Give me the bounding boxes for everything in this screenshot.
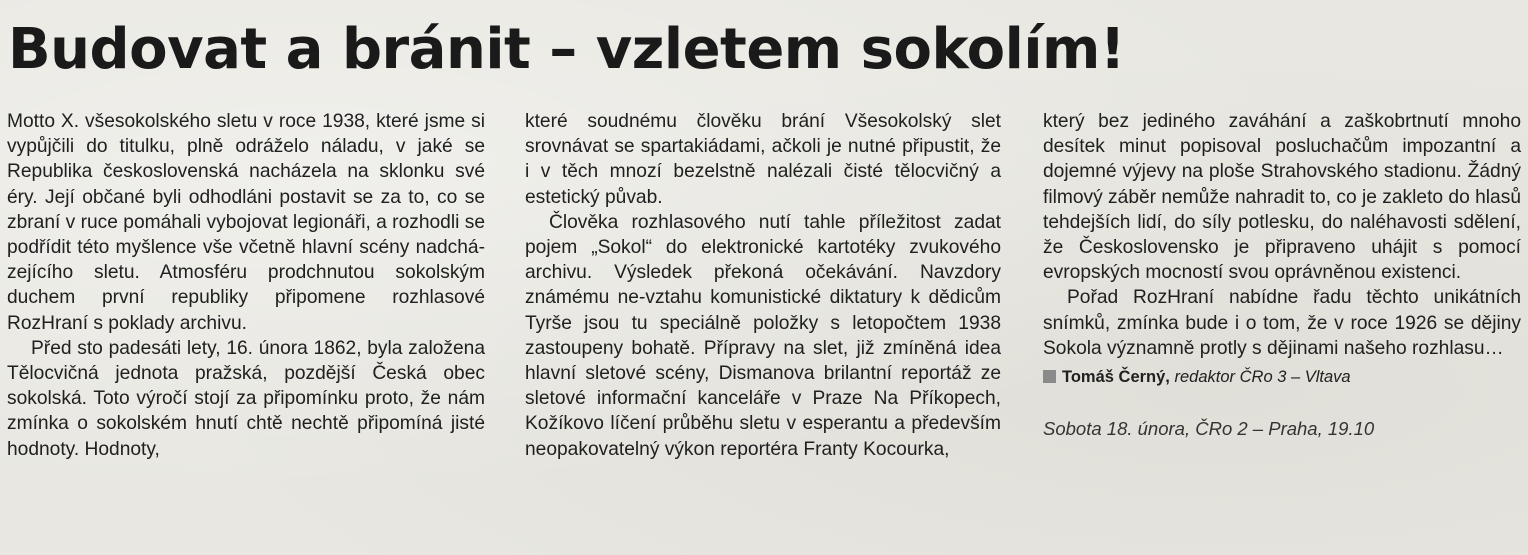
byline-author: Tomáš Černý,: [1062, 368, 1170, 387]
square-bullet-icon: [1043, 370, 1056, 383]
paragraph: Motto X. všesokolského sletu v roce 1938, které jsme si vypůjčili do titulku, plně odráželo náladu, v jaké se Republika československá nacházela na sklonku své éry. Její občané byli odhodláni postavit se za to, co se zbraní v ruce pomáhali vybojovat legionáři, a rozhodli se podřídit této myšlence vše včetně hlavní scény nadcházejícího sletu. Atmosféru prodchnutou sokolským duchem první republiky připomene rozhlasové RozHraní s poklady archivu.: [7, 111, 485, 334]
byline: [1043, 365, 1521, 389]
paragraph: Před sto padesáti lety, 16. února 1862, byla založena Tělocvičná jednota pražská, pozdější Česká obec sokolská. Toto výročí stojí za připomínku proto, že nám zmínka o sokolském hnutí chtě nechtě připomíná jisté hodnoty. Hodnoty,: [7, 337, 485, 460]
article-column-2: [525, 109, 1001, 462]
paragraph: který bez jediného zaváhání a zaškobrtnutí mnoho desítek minut popisoval posluchačům impozantní a dojemné výjevy na ploše Strahovského stadionu. Žádný filmový záběr nemůže nahradit to, co je zakleto do hlasů tehdejších lidí, do síly potlesku, do naléhavosti sdělení, že Československo je připraveno uhájit s pomocí evropských mocností svou oprávněnou existenci.: [1043, 111, 1521, 284]
paragraph: Člověka rozhlasového nutí tahle příležitost zadat pojem „Sokol“ do elektronické kartotéky zvukového archivu. Výsledek překoná očekávání. Navzdory známému ne-vztahu komunistické diktatury k dědicům Tyrše jsou tu speciálně položky s letopočtem 1938 zastoupeny bohatě. Přípravy na slet, již zmíněná idea hlavní sletové scény, Dismanova brilantní reportáž ze sletové informační kanceláře v Praze Na Příkopech, Kožíkovo líčení průběhu sletu v esperantu a především neopakovatelný výkon reportéra Franty Kocourka,: [525, 211, 1001, 460]
paragraph: Pořad RozHraní nabídne řadu těchto unikátních snímků, zmínka bude i o tom, že v roce 1926 se dějiny Sokola významně protly s dějinami našeho rozhlasu…: [1043, 287, 1521, 359]
paragraph: které soudnému člověku brání Všesokolský slet srovnávat se spartakiádami, ačkoli je nutné připustit, že i v těch mnozí bezelstně nalézali čisté tělocvičný a estetický půvab.: [525, 111, 1001, 208]
article-column-3: [1043, 109, 1521, 441]
article-headline: Budovat a bránit – vzletem sokolím!: [8, 17, 1125, 82]
article-column-1: [7, 109, 485, 462]
broadcast-info: Sobota 18. února, ČRo 2 – Praha, 19.10: [1043, 418, 1375, 440]
byline-role: redaktor ČRo 3 – Vltava: [1174, 368, 1351, 387]
